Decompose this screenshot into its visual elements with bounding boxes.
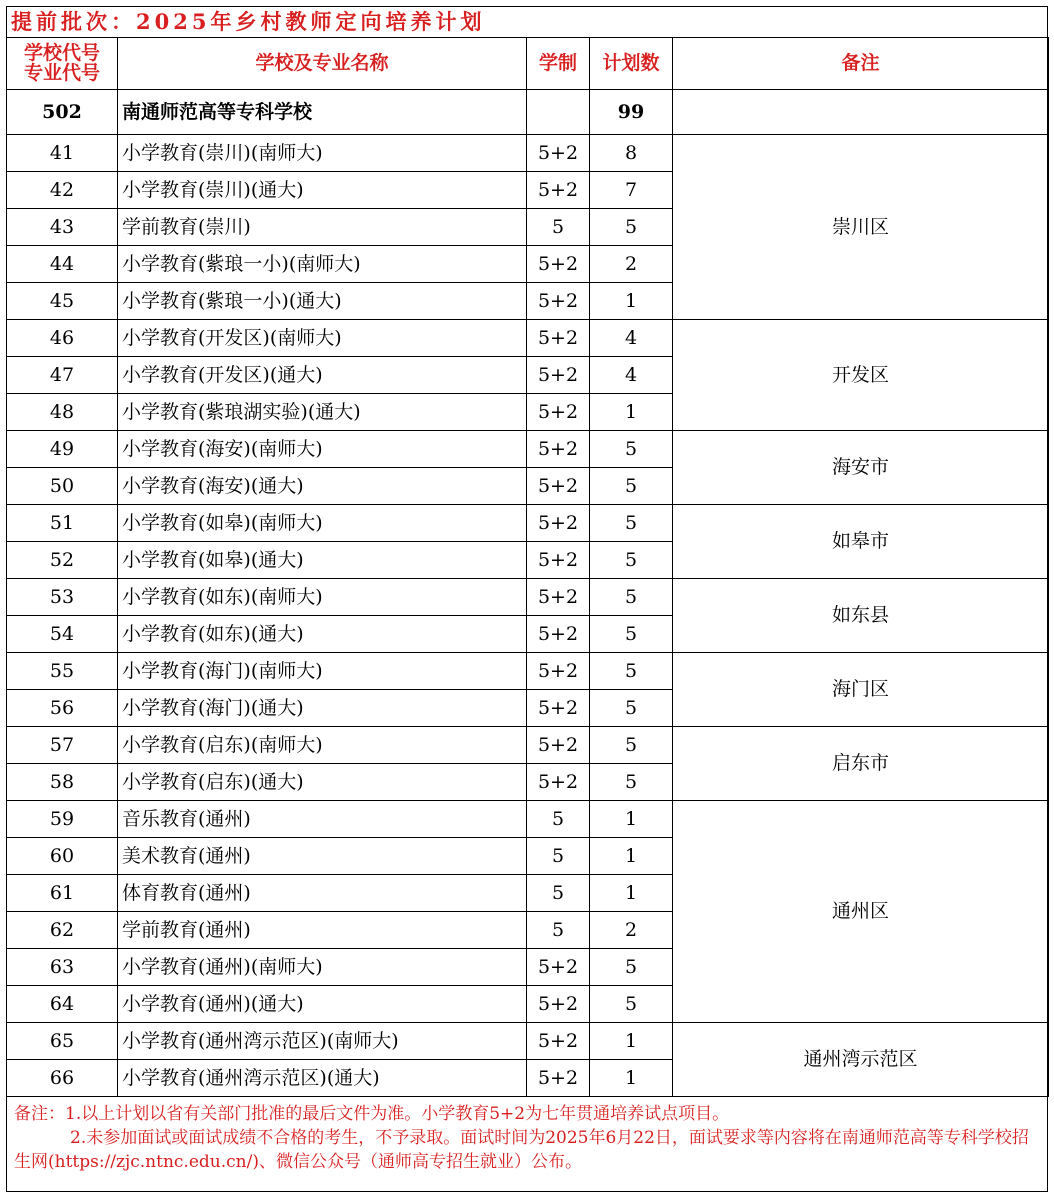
remarks-district: 开发区 xyxy=(673,320,1049,431)
major-name: 小学教育(通州)(南师大) xyxy=(118,949,527,986)
school-duration xyxy=(527,90,590,135)
major-name: 小学教育(如东)(南师大) xyxy=(118,579,527,616)
major-code: 50 xyxy=(7,468,118,505)
major-name: 小学教育(通州湾示范区)(通大) xyxy=(118,1060,527,1097)
major-name: 小学教育(如皋)(通大) xyxy=(118,542,527,579)
major-count: 5 xyxy=(590,579,673,616)
major-code: 56 xyxy=(7,690,118,727)
major-name: 小学教育(开发区)(南师大) xyxy=(118,320,527,357)
school-count: 99 xyxy=(590,90,673,135)
major-code: 57 xyxy=(7,727,118,764)
remarks-district: 通州区 xyxy=(673,801,1049,1023)
major-code: 48 xyxy=(7,394,118,431)
major-name: 小学教育(紫琅一小)(通大) xyxy=(118,283,527,320)
major-count: 5 xyxy=(590,690,673,727)
major-code: 59 xyxy=(7,801,118,838)
major-duration: 5+2 xyxy=(527,764,590,801)
major-count: 5 xyxy=(590,468,673,505)
table-row xyxy=(7,579,1049,616)
major-name: 小学教育(如东)(通大) xyxy=(118,616,527,653)
remarks-district: 如皋市 xyxy=(673,505,1049,579)
major-duration: 5 xyxy=(527,875,590,912)
header-duration: 学制 xyxy=(527,38,590,90)
major-code: 42 xyxy=(7,172,118,209)
major-duration: 5 xyxy=(527,801,590,838)
major-name: 小学教育(海门)(南师大) xyxy=(118,653,527,690)
major-count: 5 xyxy=(590,653,673,690)
school-name: 南通师范高等专科学校 xyxy=(118,90,527,135)
major-code: 52 xyxy=(7,542,118,579)
major-name: 小学教育(如皋)(南师大) xyxy=(118,505,527,542)
major-count: 4 xyxy=(590,320,673,357)
major-code: 62 xyxy=(7,912,118,949)
header-name: 学校及专业名称 xyxy=(118,38,527,90)
note-line-2: 2.未参加面试或面试成绩不合格的考生，不予录取。面试时间为2025年6月22日，面试要求等内容将在南通师范高等专科学校招生网(https://zjc.ntnc.edu.cn/)、微信公众号（通师高专招生就业）公布。 xyxy=(14,1128,1029,1172)
major-duration: 5+2 xyxy=(527,690,590,727)
major-count: 1 xyxy=(590,283,673,320)
major-name: 小学教育(紫琅一小)(南师大) xyxy=(118,246,527,283)
remarks-district: 启东市 xyxy=(673,727,1049,801)
note-line-1: 备注：1.以上计划以省有关部门批准的最后文件为准。小学教育5+2为七年贯通培养试点项目。 xyxy=(14,1104,730,1124)
major-count: 1 xyxy=(590,875,673,912)
table-row xyxy=(7,135,1049,172)
remarks-district: 崇川区 xyxy=(673,135,1049,320)
major-code: 51 xyxy=(7,505,118,542)
major-name: 音乐教育(通州) xyxy=(118,801,527,838)
major-duration: 5+2 xyxy=(527,357,590,394)
major-count: 2 xyxy=(590,246,673,283)
header-major-code: 专业代号 xyxy=(23,61,100,84)
major-code: 58 xyxy=(7,764,118,801)
remarks-district: 如东县 xyxy=(673,579,1049,653)
major-duration: 5+2 xyxy=(527,1023,590,1060)
major-name: 小学教育(海门)(通大) xyxy=(118,690,527,727)
plan-table xyxy=(6,37,1049,1097)
major-name: 小学教育(启东)(通大) xyxy=(118,764,527,801)
major-duration: 5+2 xyxy=(527,949,590,986)
major-name: 小学教育(开发区)(通大) xyxy=(118,357,527,394)
remarks-district: 通州湾示范区 xyxy=(673,1023,1049,1097)
major-duration: 5+2 xyxy=(527,468,590,505)
header-school-code: 学校代号 xyxy=(23,41,100,64)
major-count: 5 xyxy=(590,986,673,1023)
major-duration: 5+2 xyxy=(527,320,590,357)
major-code: 47 xyxy=(7,357,118,394)
major-count: 5 xyxy=(590,431,673,468)
major-name: 美术教育(通州) xyxy=(118,838,527,875)
major-duration: 5+2 xyxy=(527,431,590,468)
major-duration: 5+2 xyxy=(527,616,590,653)
major-duration: 5+2 xyxy=(527,394,590,431)
major-code: 46 xyxy=(7,320,118,357)
major-code: 55 xyxy=(7,653,118,690)
major-count: 5 xyxy=(590,727,673,764)
major-duration: 5+2 xyxy=(527,542,590,579)
major-code: 53 xyxy=(7,579,118,616)
major-count: 1 xyxy=(590,838,673,875)
major-code: 49 xyxy=(7,431,118,468)
major-duration: 5+2 xyxy=(527,727,590,764)
major-count: 5 xyxy=(590,542,673,579)
major-duration: 5 xyxy=(527,912,590,949)
major-duration: 5 xyxy=(527,838,590,875)
major-code: 63 xyxy=(7,949,118,986)
major-duration: 5+2 xyxy=(527,986,590,1023)
major-code: 44 xyxy=(7,246,118,283)
major-count: 5 xyxy=(590,505,673,542)
major-count: 1 xyxy=(590,394,673,431)
major-name: 小学教育(海安)(通大) xyxy=(118,468,527,505)
major-name: 体育教育(通州) xyxy=(118,875,527,912)
major-name: 小学教育(紫琅湖实验)(通大) xyxy=(118,394,527,431)
major-name: 学前教育(通州) xyxy=(118,912,527,949)
major-name: 学前教育(崇川) xyxy=(118,209,527,246)
header-code xyxy=(7,38,118,90)
major-duration: 5+2 xyxy=(527,135,590,172)
major-count: 2 xyxy=(590,912,673,949)
major-duration: 5+2 xyxy=(527,1060,590,1097)
major-count: 5 xyxy=(590,616,673,653)
table-row xyxy=(7,653,1049,690)
major-code: 61 xyxy=(7,875,118,912)
major-code: 45 xyxy=(7,283,118,320)
table-row xyxy=(7,727,1049,764)
major-count: 5 xyxy=(590,209,673,246)
major-duration: 5+2 xyxy=(527,505,590,542)
major-count: 8 xyxy=(590,135,673,172)
major-code: 54 xyxy=(7,616,118,653)
notes xyxy=(6,1099,1048,1192)
major-count: 5 xyxy=(590,764,673,801)
major-code: 41 xyxy=(7,135,118,172)
major-duration: 5+2 xyxy=(527,246,590,283)
major-code: 65 xyxy=(7,1023,118,1060)
major-count: 4 xyxy=(590,357,673,394)
major-count: 1 xyxy=(590,801,673,838)
major-count: 7 xyxy=(590,172,673,209)
table-row xyxy=(7,431,1049,468)
major-count: 1 xyxy=(590,1060,673,1097)
table-header-row xyxy=(7,38,1049,90)
major-name: 小学教育(通州湾示范区)(南师大) xyxy=(118,1023,527,1060)
school-code: 502 xyxy=(7,90,118,135)
major-duration: 5+2 xyxy=(527,653,590,690)
major-duration: 5+2 xyxy=(527,283,590,320)
major-name: 小学教育(崇川)(通大) xyxy=(118,172,527,209)
major-count: 5 xyxy=(590,949,673,986)
major-name: 小学教育(启东)(南师大) xyxy=(118,727,527,764)
school-remarks xyxy=(673,90,1049,135)
major-name: 小学教育(海安)(南师大) xyxy=(118,431,527,468)
table-row xyxy=(7,1023,1049,1060)
major-duration: 5 xyxy=(527,209,590,246)
header-count: 计划数 xyxy=(590,38,673,90)
table-row xyxy=(7,505,1049,542)
major-name: 小学教育(通州)(通大) xyxy=(118,986,527,1023)
page-title: 提前批次：2025年乡村教师定向培养计划 xyxy=(11,9,486,34)
remarks-district: 海安市 xyxy=(673,431,1049,505)
major-code: 60 xyxy=(7,838,118,875)
major-count: 1 xyxy=(590,1023,673,1060)
header-remarks: 备注 xyxy=(673,38,1049,90)
major-code: 64 xyxy=(7,986,118,1023)
table-row xyxy=(7,320,1049,357)
major-name: 小学教育(崇川)(南师大) xyxy=(118,135,527,172)
table-row xyxy=(7,801,1049,838)
major-duration: 5+2 xyxy=(527,172,590,209)
major-duration: 5+2 xyxy=(527,579,590,616)
school-row xyxy=(7,90,1049,135)
remarks-district: 海门区 xyxy=(673,653,1049,727)
major-code: 66 xyxy=(7,1060,118,1097)
major-code: 43 xyxy=(7,209,118,246)
